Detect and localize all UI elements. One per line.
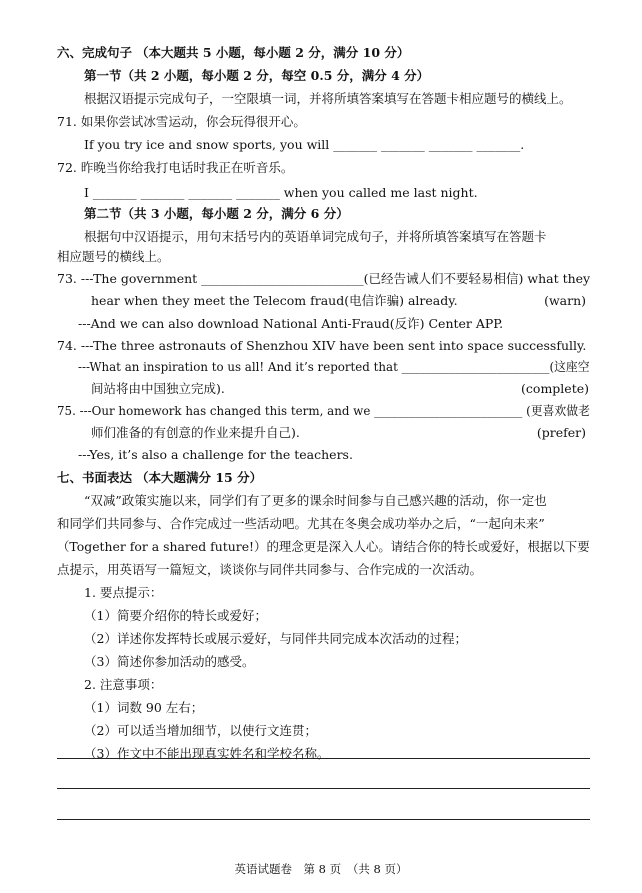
q73-line2: hear when they meet the Telecom fraud(电信诈骗) already. [91,293,458,308]
note-item: （3）作文中不能出现真实姓名和学校名称。 [84,746,330,761]
section6-title: 六、完成句子 [57,45,133,60]
q75-line3: ---Yes, it’s also a challenge for the teachers. [78,447,353,462]
q73-hint: (warn) [544,293,586,308]
note-item: （1）词数 90 左右； [84,700,204,715]
q72-sentence: I _______ _______ _______ _______ when you called me last night. [84,185,478,200]
q74-line2: ---What an inspiration to us all! And it’s reported that _________________________(这座空 [78,359,590,374]
q75-hint: (prefer) [536,425,586,440]
section6-title-note: （本大题共 5 小题，每小题 2 分，满分 10 分） [136,45,410,60]
q74-line3: 间站将由中国独立完成). [91,381,225,396]
point-item: （1）简要介绍你的特长或爱好； [84,608,267,623]
part1-heading: 第一节（共 2 小题，每小题 2 分，每空 0.5 分，满分 4 分） [84,68,430,83]
writing-line [57,758,590,759]
part1-instruction: 根据汉语提示完成句子，一空限填一词，并将所填答案填写在答题卡相应题号的横线上。 [84,91,572,106]
q73-line3: ---And we can also download National Anti-Fraud(反诈) Center APP. [78,316,504,331]
prompt-para-line3: （Together for a shared future!）的理念更是深入人心。请结合你的特长或爱好，根据以下要 [57,539,590,554]
q73-line1: 73. ---The government __________________________(已经告诫人们不要轻易相信) what they [57,271,591,286]
writing-line [57,819,590,820]
page-footer: 英语试题卷 第 8 页 （共 8 页） [234,862,408,876]
prompt-para-line4: 点提示，用英语写一篇短文，谈谈你与同伴共同参与、合作完成的一次活动。 [57,562,483,577]
note-item: （2）可以适当增加细节，以使行文连贯； [84,723,317,738]
notes-heading: 2. 注意事项： [84,677,163,692]
prompt-para-line2: 和同学们共同参与、合作完成过一些活动吧。尤其在冬奥会成功举办之后，“一起向未来” [57,516,545,531]
section7-title-note: （本大题满分 15 分） [136,470,263,485]
point-item: （2）详述你发挥特长或展示爱好，与同伴共同完成本次活动的过程； [84,631,467,646]
part2-instruction-line2: 相应题号的横线上。 [57,249,170,264]
part2-instruction-line1: 根据句中汉语提示，用句末括号内的英语单词完成句子，并将所填答案填写在答题卡 [84,229,547,244]
q71-prompt: 71. 如果你尝试冰雪运动，你会玩得很开心。 [57,114,306,129]
q75-line1: 75. ---Our homework has changed this term, and we _________________________ (更喜欢做老 [57,403,590,418]
q74-line1: 74. ---The three astronauts of Shenzhou XIV have been sent into space successfully. [57,338,587,353]
points-heading: 1. 要点提示： [84,585,163,600]
writing-line [57,788,590,789]
q75-line2: 师们准备的有创意的作业来提升自己). [91,425,300,440]
q74-hint: (complete) [521,381,589,396]
part2-heading: 第二节（共 3 小题，每小题 2 分，满分 6 分） [84,206,349,221]
point-item: （3）简述你参加活动的感受。 [84,654,255,669]
q72-prompt: 72. 昨晚当你给我打电话时我正在听音乐。 [57,160,294,175]
prompt-para-line1: “双减”政策实施以来，同学们有了更多的课余时间参与自己感兴趣的活动，你一定也 [84,493,547,508]
section7-title: 七、书面表达 [57,470,133,485]
q71-sentence: If you try ice and snow sports, you will _______ _______ _______ _______. [84,137,525,152]
section6-heading [57,45,409,61]
section7-heading [57,470,262,486]
